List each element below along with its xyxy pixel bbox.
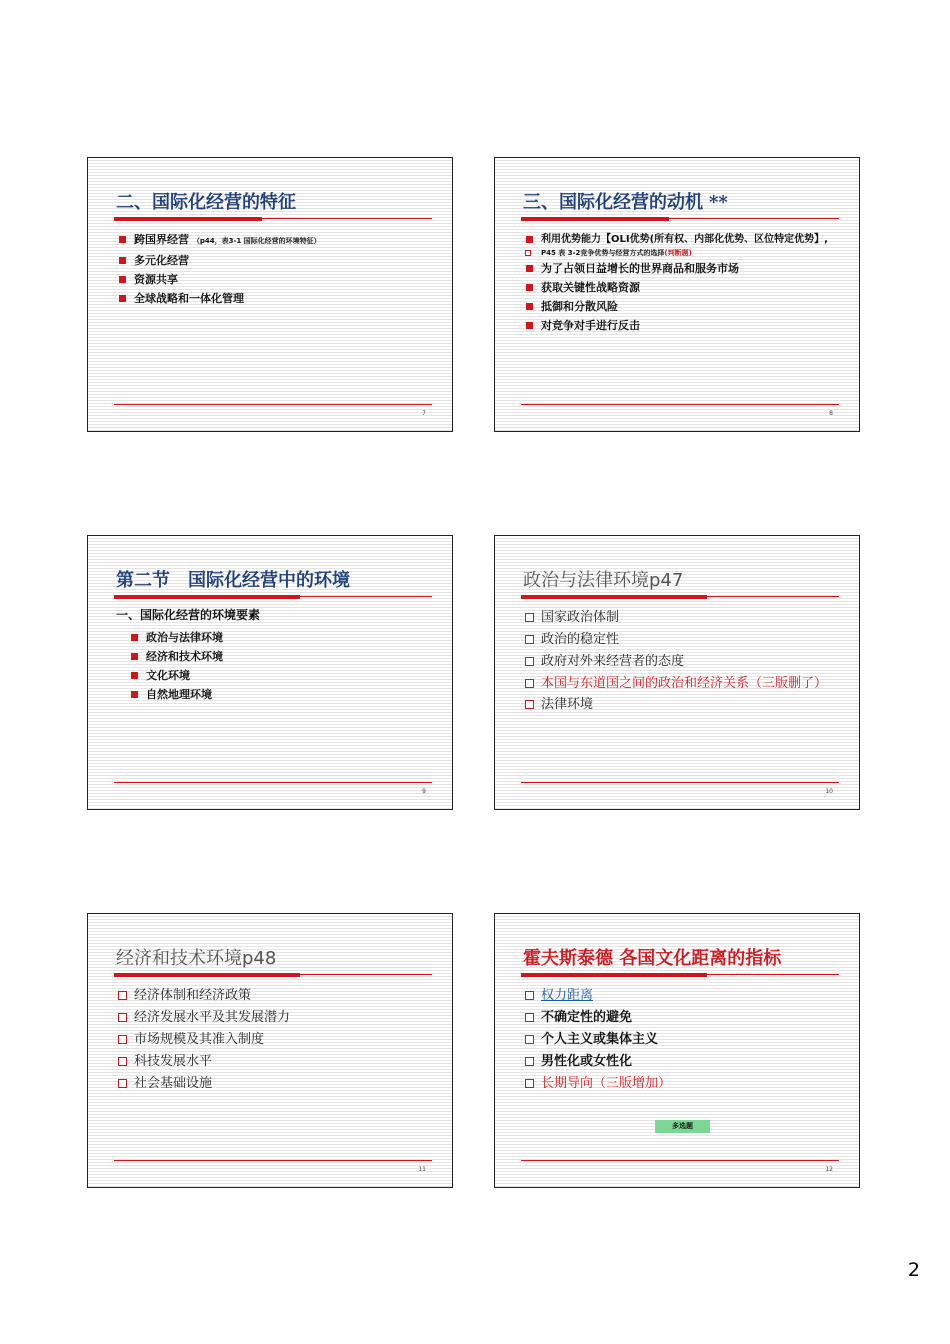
title-rule-accent <box>521 217 669 221</box>
slide-title: 二、国际化经营的特征 <box>116 192 296 213</box>
sub-list-item: P45 表 3-2竞争优势与经营方式的选择(判断题) <box>523 248 841 259</box>
slide-number: 12 <box>825 1166 833 1173</box>
slide-10 <box>494 535 860 810</box>
multi-choice-badge: 多选题 <box>655 1120 710 1133</box>
list-item: 经济体制和经济政策 <box>116 985 438 1007</box>
list-item: 文化环境 <box>128 666 446 685</box>
title-rule-accent <box>114 217 262 221</box>
footer-rule <box>114 782 432 783</box>
slide-number: 7 <box>422 410 426 417</box>
list-item: 为了占领日益增长的世界商品和服务市场 <box>523 259 841 278</box>
list-item: 个人主义或集体主义 <box>523 1029 845 1051</box>
slide-11 <box>87 913 453 1188</box>
list-item: 经济发展水平及其发展潜力 <box>116 1007 438 1029</box>
slide-7 <box>87 157 453 432</box>
bullet-list <box>116 230 434 308</box>
slide-9 <box>87 535 453 810</box>
bullet-list <box>128 628 446 704</box>
slide-title: 经济和技术环境p48 <box>116 948 277 969</box>
list-item: 抵御和分散风险 <box>523 297 841 316</box>
title-rule-accent <box>114 595 300 599</box>
list-item: 法律环境 <box>523 694 845 716</box>
bullet-list <box>523 230 841 335</box>
section-heading: 一、国际化经营的环境要素 <box>116 608 261 622</box>
footer-rule <box>114 1160 432 1161</box>
slide-title: 政治与法律环境p47 <box>523 570 684 591</box>
slide-number: 11 <box>418 1166 426 1173</box>
slide-title: 第二节 国际化经营中的环境 <box>116 570 350 591</box>
slide-title: 霍夫斯泰德 各国文化距离的指标 <box>523 948 782 969</box>
slide-12 <box>494 913 860 1188</box>
footer-rule <box>521 782 839 783</box>
slide-number: 8 <box>829 410 833 417</box>
list-item: 利用优势能力【OLI优势(所有权、内部化优势、区位特定优势】, <box>523 230 841 248</box>
list-item: 政治的稳定性 <box>523 629 845 651</box>
checkbox-list <box>523 607 845 716</box>
list-item: 不确定性的避免 <box>523 1007 845 1029</box>
list-item: 国家政治体制 <box>523 607 845 629</box>
checkbox-list <box>523 985 845 1095</box>
footer-rule <box>521 1160 839 1161</box>
title-rule-accent <box>521 973 707 977</box>
list-item: 获取关键性战略资源 <box>523 278 841 297</box>
list-item: 经济和技术环境 <box>128 647 446 666</box>
footer-rule <box>521 404 839 405</box>
list-item: 多元化经营 <box>116 251 434 270</box>
list-item: 本国与东道国之间的政治和经济关系（三版删了） <box>523 673 845 694</box>
slide-number: 9 <box>422 788 426 795</box>
list-item: 资源共享 <box>116 270 434 289</box>
list-item: 全球战略和一体化管理 <box>116 289 434 308</box>
slide-number: 10 <box>825 788 833 795</box>
list-item: 政治与法律环境 <box>128 628 446 647</box>
list-item: 长期导向（三版增加） <box>523 1073 845 1095</box>
list-item: 自然地理环境 <box>128 685 446 704</box>
slide-title: 三、国际化经营的动机 ** <box>523 192 728 213</box>
list-item: 对竞争对手进行反击 <box>523 316 841 335</box>
list-item-link[interactable]: 权力距离 <box>523 985 845 1007</box>
list-item: 市场规模及其准入制度 <box>116 1029 438 1051</box>
title-rule-accent <box>521 595 707 599</box>
slide-8 <box>494 157 860 432</box>
list-item: 跨国界经营 （p44，表3-1 国际化经营的环境特征） <box>116 230 434 251</box>
list-item: 社会基础设施 <box>116 1073 438 1095</box>
list-item: 科技发展水平 <box>116 1051 438 1073</box>
checkbox-list <box>116 985 438 1095</box>
footer-rule <box>114 404 432 405</box>
list-item: 男性化或女性化 <box>523 1051 845 1073</box>
page-number: 2 <box>907 1259 920 1281</box>
list-item: 政府对外来经营者的态度 <box>523 651 845 673</box>
title-rule-accent <box>114 973 300 977</box>
